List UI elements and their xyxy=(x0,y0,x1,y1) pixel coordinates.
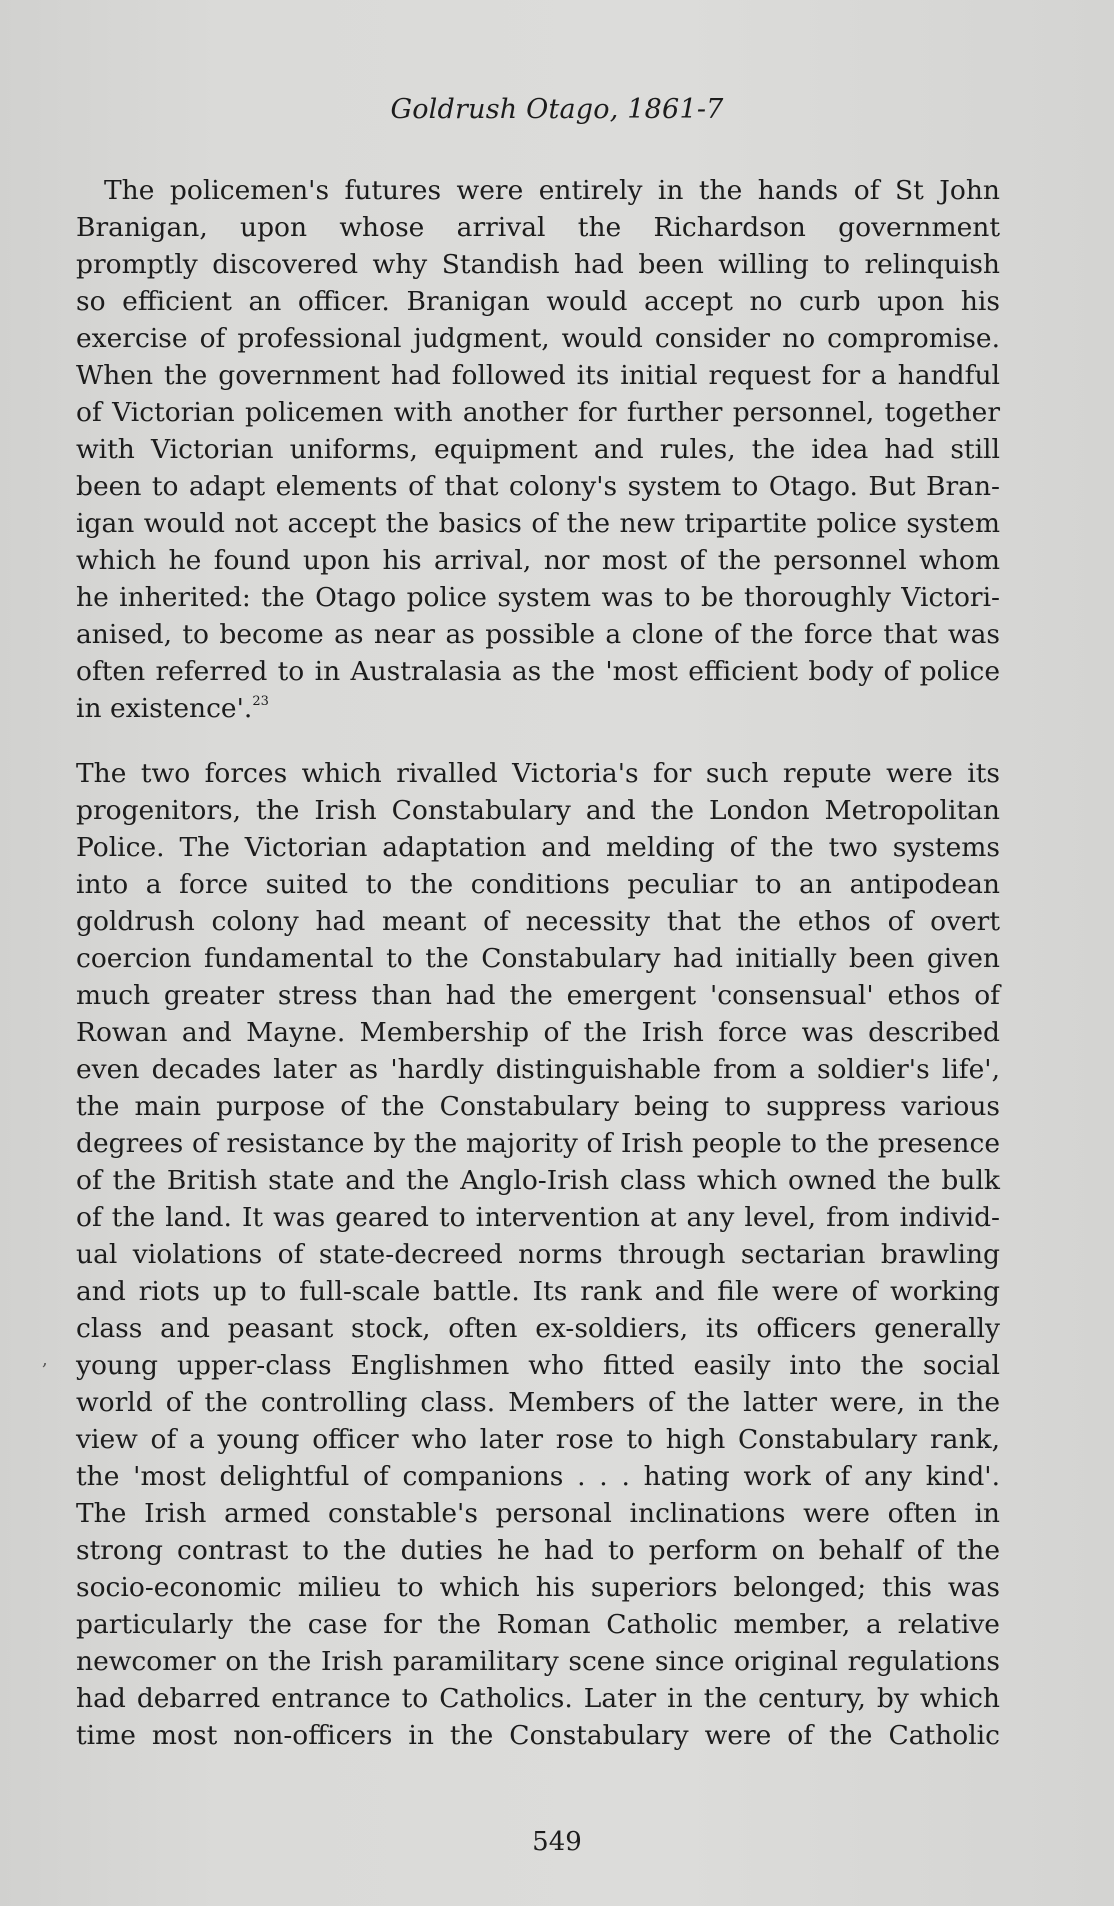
text-line: exercise of professional judgment, would consider no compromise. xyxy=(76,323,1000,354)
text-line: even decades later as 'hardly distinguishable from a soldier's life', xyxy=(76,1054,1000,1085)
text-line: time most non-officers in the Constabulary were of the Catholic xyxy=(76,1720,1000,1751)
text-line: which he found upon his arrival, nor most of the personnel whom xyxy=(76,545,1000,576)
text-line: goldrush colony had meant of necessity that the ethos of overt xyxy=(76,906,1000,937)
text-line: Rowan and Mayne. Membership of the Irish force was described xyxy=(76,1017,1000,1048)
text-line: into a force suited to the conditions peculiar to an antipodean xyxy=(76,869,1000,900)
text-line: strong contrast to the duties he had to perform on behalf of the xyxy=(76,1535,1000,1566)
text-line: view of a young officer who later rose to high Constabulary rank, xyxy=(76,1424,1000,1455)
text-line: the main purpose of the Constabulary being to suppress various xyxy=(76,1091,1000,1122)
text-line: often referred to in Australasia as the 'most efficient body of police xyxy=(76,656,1000,687)
text-line: The Irish armed constable's personal inclinations were often in xyxy=(76,1498,1000,1529)
text-line: ual violations of state-decreed norms through sectarian brawling xyxy=(76,1239,1000,1270)
text-line: he inherited: the Otago police system was to be thoroughly Victori- xyxy=(76,582,1000,613)
text-line: of Victorian policemen with another for further personnel, together xyxy=(76,397,1000,428)
text-line: promptly discovered why Standish had been willing to relinquish xyxy=(76,249,1000,280)
paragraph-2 xyxy=(76,755,1000,1754)
text-line: particularly the case for the Roman Catholic member, a relative xyxy=(76,1609,1000,1640)
text-line: of the British state and the Anglo-Irish class which owned the bulk xyxy=(76,1165,1000,1196)
text-line: When the government had followed its initial request for a handful xyxy=(76,360,1000,391)
text-line: igan would not accept the basics of the new tripartite police system xyxy=(76,508,1000,539)
footnote-reference: 23 xyxy=(252,694,269,709)
paragraph-1 xyxy=(76,172,1000,727)
text-line: the 'most delightful of companions . . . hating work of any kind'. xyxy=(76,1461,1000,1492)
text-line: of the land. It was geared to intervention at any level, from individ- xyxy=(76,1202,1000,1233)
text-line: coercion fundamental to the Constabulary had initially been given xyxy=(76,943,1000,974)
text-line: much greater stress than had the emergent 'consensual' ethos of xyxy=(76,980,1000,1011)
text-line: class and peasant stock, often ex-soldiers, its officers generally xyxy=(76,1313,1000,1344)
text-line: degrees of resistance by the majority of Irish people to the presence xyxy=(76,1128,1000,1159)
running-head: Goldrush Otago, 1861-7 xyxy=(390,94,724,125)
text-line: The two forces which rivalled Victoria's for such repute were its xyxy=(76,758,1000,789)
text-line: progenitors, the Irish Constabulary and the London Metropolitan xyxy=(76,795,1000,826)
margin-mark: , xyxy=(42,1349,48,1370)
text-line: so efficient an officer. Branigan would accept no curb upon his xyxy=(76,286,1000,317)
text-line-last xyxy=(76,690,1000,727)
text-line: socio-economic milieu to which his superiors belonged; this was xyxy=(76,1572,1000,1603)
text-line: The policemen's futures were entirely in the hands of St John xyxy=(104,175,1000,206)
text-line: and riots up to full-scale battle. Its rank and file were of working xyxy=(76,1276,1000,1307)
text-line-content: in existence'. xyxy=(76,693,253,724)
text-line: young upper-class Englishmen who fitted easily into the social xyxy=(76,1350,1000,1381)
text-line: newcomer on the Irish paramilitary scene since original regulations xyxy=(76,1646,1000,1677)
page-number: 549 xyxy=(532,1827,582,1857)
text-line: been to adapt elements of that colony's system to Otago. But Bran- xyxy=(76,471,1000,502)
text-line: world of the controlling class. Members of the latter were, in the xyxy=(76,1387,1000,1418)
text-line: Police. The Victorian adaptation and melding of the two systems xyxy=(76,832,1000,863)
text-line: with Victorian uniforms, equipment and rules, the idea had still xyxy=(76,434,1000,465)
text-line: had debarred entrance to Catholics. Later in the century, by which xyxy=(76,1683,1000,1714)
text-line: anised, to become as near as possible a clone of the force that was xyxy=(76,619,1000,650)
text-line: Branigan, upon whose arrival the Richardson government xyxy=(76,212,1000,243)
